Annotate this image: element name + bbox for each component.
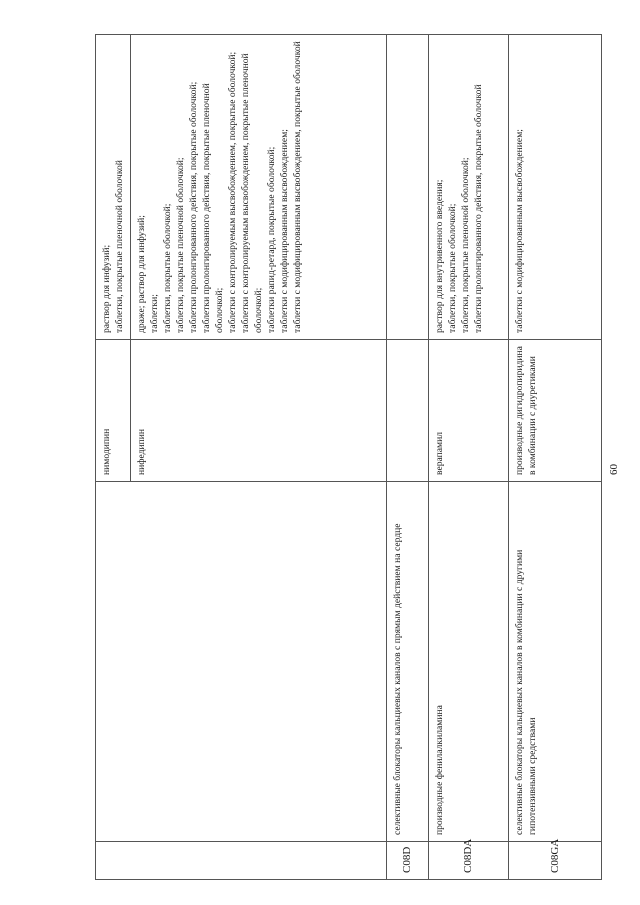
atc-code: C08D <box>387 842 429 880</box>
dosage-form-item: таблетки, покрытые пленочной оболочкой; <box>460 157 471 333</box>
dosage-form-item: раствор для инфузий; <box>101 244 112 333</box>
dosage-form-item: таблетки пролонгированного действия, покрытые оболочкой; <box>188 81 199 333</box>
code-cell <box>96 842 387 880</box>
dosage-form-item: драже; раствор для инфузий; <box>136 215 147 333</box>
dosage-form-item: таблетки; <box>149 294 160 333</box>
dosage-form-item: таблетки, покрытые оболочкой; <box>162 203 173 333</box>
dosage-form-item: таблетки пролонгированного действия, покрытые оболочкой <box>473 84 484 333</box>
atc-code: C08DA <box>429 842 509 880</box>
group-cell <box>509 482 602 842</box>
dosage-form-item: таблетки, покрытые пленочной оболочкой <box>114 160 125 333</box>
table-row <box>96 35 131 880</box>
dosage-form-item: таблетки, покрытые пленочной оболочкой; <box>175 157 186 333</box>
group-cell <box>387 482 429 842</box>
drug-name: нифедипин <box>136 428 147 475</box>
dosage-form-item: таблетки пролонгированного действия, покрытые пленочной оболочкой; <box>201 83 225 333</box>
drug-name-cell <box>509 340 602 482</box>
dosage-form-item: таблетки с модифицированным высвобождением; <box>514 129 525 333</box>
drug-name: верапамил <box>434 431 445 475</box>
table-row <box>387 35 429 880</box>
dosage-forms-cell <box>387 35 429 340</box>
dosage-form-item: таблетки с контролируемым высвобождением, покрытые пленочной оболочкой; <box>240 53 264 333</box>
dosage-form-item: раствор для внутривенного введения; <box>434 179 445 333</box>
dosage-forms-cell <box>96 35 131 340</box>
dosage-forms-cell <box>131 35 387 340</box>
table-row <box>509 35 602 880</box>
dosage-forms-cell <box>429 35 509 340</box>
group-cell <box>429 482 509 842</box>
group-name: производные фенилалкиламина <box>434 705 445 835</box>
group-name: селективные блокаторы кальциевых каналов с прямым действием на сердце <box>392 523 403 835</box>
drug-name-cell <box>429 340 509 482</box>
drug-name-cell <box>131 340 387 482</box>
table-row <box>429 35 509 880</box>
drug-name-cell <box>387 340 429 482</box>
drug-name-cell <box>96 340 131 482</box>
group-name: селективные блокаторы кальциевых каналов в комбинации с другими гипотензивными средствами <box>514 549 538 835</box>
dosage-form-item: таблетки, покрытые оболочкой; <box>447 203 458 333</box>
drug-name: производные дигидропиридина в комбинации с диуретиками <box>514 346 538 475</box>
dosage-form-item: таблетки с модифицированным высвобождением; <box>279 129 290 333</box>
dosage-form-item: таблетки рапид-ретард, покрытые оболочкой; <box>266 146 277 333</box>
atc-code: C08GA <box>509 842 602 880</box>
drug-name: нимодипин <box>101 428 112 475</box>
dosage-forms-cell <box>509 35 602 340</box>
dosage-form-item: таблетки с контролируемым высвобождением, покрытые оболочкой; <box>227 51 238 333</box>
dosage-form-item: таблетки с модифицированным высвобождением, покрытые оболочкой <box>292 41 303 333</box>
page-number: 60 <box>608 464 620 475</box>
group-cell <box>96 482 387 842</box>
drug-table <box>95 34 602 880</box>
